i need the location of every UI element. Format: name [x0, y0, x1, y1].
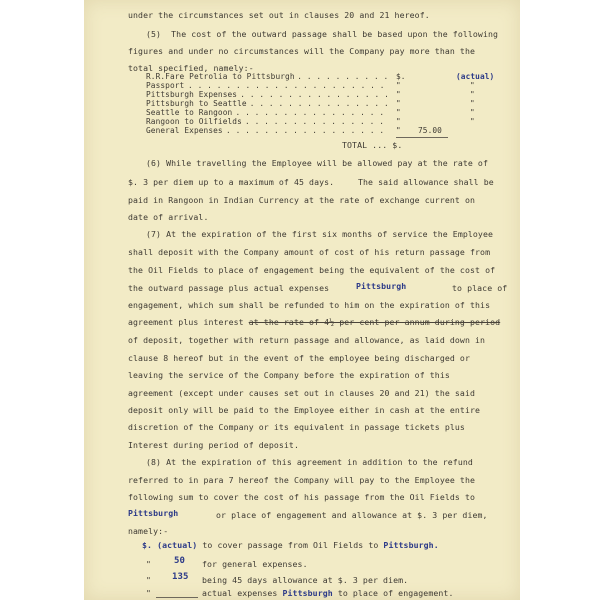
cost-item-amount: " — [470, 108, 475, 117]
text-line: Interest during period of deposit. — [128, 440, 299, 450]
cost-item-amount: (actual) — [456, 72, 495, 81]
clause-5-heading: (5) The cost of the outward passage shall be based upon the following — [146, 29, 499, 39]
cost-item-currency: $. — [396, 72, 406, 81]
text-line: being 45 days allowance at $. 3 per diem. — [202, 575, 409, 585]
typed-insert-location: Pittsburgh. — [383, 540, 439, 550]
payment-item — [142, 540, 439, 550]
cost-item-amount: " — [470, 99, 475, 108]
ditto-mark: " — [146, 559, 152, 569]
clause-6-heading: (6) While travelling the Employee will be allowed pay at the rate of — [146, 158, 488, 168]
cost-item-currency: " — [396, 126, 401, 135]
text-line: shall deposit with the Company amount of cost of his return passage from — [128, 247, 491, 257]
text-line: paid in Rangoon in Indian Currency at the rate of exchange current on — [128, 195, 476, 205]
text-fragment: actual expenses — [202, 588, 278, 598]
text-line: or place of engagement and allowance at $. 3 per diem, — [216, 510, 488, 520]
text-line — [202, 588, 454, 598]
cost-item-amount: " — [470, 90, 475, 99]
text-fragment: to cover passage from Oil Fields to — [202, 540, 379, 550]
cost-item-label: R.R.Fare Petrolia to Pittsburgh — [146, 72, 295, 81]
text-line: engagement, which sum shall be refunded to him on the expiration of this — [128, 300, 491, 310]
text-line: The said allowance shall be — [358, 177, 494, 187]
text-line: under the circumstances set out in clauses 20 and 21 hereof. — [128, 10, 430, 20]
text-line — [128, 317, 500, 327]
typed-insert-amount: 50 — [174, 556, 186, 566]
text-line: date of arrival. — [128, 212, 209, 222]
cost-item-currency: " — [396, 81, 401, 90]
text-line: for general expenses. — [202, 559, 308, 569]
text-line: figures and under no circumstances will the Company pay more than the — [128, 46, 476, 56]
text-line: the Oil Fields to place of engagement being the equivalent of the cost of — [128, 265, 496, 275]
clause-7-heading: (7) At the expiration of the first six months of service the Employee — [146, 229, 494, 239]
ditto-mark: " — [146, 575, 152, 585]
text-line: $. 3 per diem up to a maximum of 45 days. — [128, 177, 335, 187]
dot-leader: . . . . . . . . . . . . . . . . — [240, 90, 389, 99]
typed-insert-amount: 135 — [172, 572, 189, 582]
text-line: following sum to cover the cost of his passage from the Oil Fields to — [128, 492, 476, 502]
total-line: TOTAL ... $. — [342, 140, 403, 150]
text-line: leaving the service of the Company before the expiration of this — [128, 370, 450, 380]
text-line: discretion of the Company or its equivalent in passage tickets plus — [128, 422, 465, 432]
dot-leader: . . . . . . . . . . . . . . . . — [235, 108, 385, 117]
cost-item-amount: " — [470, 81, 475, 90]
cost-item-label: Rangoon to Oilfields — [146, 117, 242, 126]
text-line: of deposit, together with return passage and allowance, as laid down in — [128, 335, 486, 345]
typed-insert-location: Pittsburgh — [282, 588, 333, 598]
typed-insert-location: Pittsburgh — [128, 508, 179, 518]
text-fragment: agreement plus interest — [128, 317, 249, 327]
dot-leader: . . . . . . . . . . — [297, 72, 389, 81]
text-line: total specified, namely:- — [128, 63, 254, 73]
text-line: namely:- — [128, 526, 169, 536]
sum-rule — [396, 137, 448, 138]
dot-leader: . . . . . . . . . . . . . . . — [249, 99, 389, 108]
cost-item-currency: " — [396, 99, 401, 108]
dot-leader: . . . . . . . . . . . . . . . . . — [226, 126, 385, 135]
cost-item-label: Pittsburgh Expenses — [146, 90, 238, 99]
struck-out-text: at the rate of 4½ per cent per annum during period — [248, 317, 501, 327]
cost-item-currency: " — [396, 117, 401, 126]
text-fragment: to place of engagement. — [337, 588, 454, 598]
typed-insert-amount: $. (actual) — [142, 540, 198, 550]
cost-item-label: Seattle to Rangoon — [146, 108, 233, 117]
text-line: deposit only will be paid to the Employee either in cash at the entire — [128, 405, 481, 415]
text-line: agreement (except under causes set out in clauses 20 and 21) the said — [128, 388, 476, 398]
text-line: to place of — [452, 283, 508, 293]
ditto-mark: " — [146, 588, 152, 598]
cost-item-label: Passport — [146, 81, 185, 90]
text-line: the outward passage plus actual expenses — [128, 283, 330, 293]
cost-item-currency: " — [396, 108, 401, 117]
cost-item-label: General Expenses — [146, 126, 223, 135]
typed-insert-location: Pittsburgh — [356, 281, 407, 291]
cost-item-amount: 75.00 — [418, 126, 442, 135]
text-line: referred to in para 7 hereof the Company will pay to the Employee the — [128, 475, 476, 485]
cost-item-amount: " — [470, 117, 475, 126]
dot-leader: . . . . . . . . . . . . . . . — [245, 117, 385, 126]
document-page — [84, 0, 520, 600]
text-line: clause 8 hereof but in the event of the employee being discharged or — [128, 353, 470, 363]
dot-leader: . . . . . . . . . . . . . . . . . . . . . — [188, 81, 385, 90]
blank-rule — [156, 597, 198, 598]
cost-item-label: Pittsburgh to Seattle — [146, 99, 247, 108]
cost-item-currency: " — [396, 90, 401, 99]
clause-8-heading: (8) At the expiration of this agreement in addition to the refund — [146, 457, 473, 467]
